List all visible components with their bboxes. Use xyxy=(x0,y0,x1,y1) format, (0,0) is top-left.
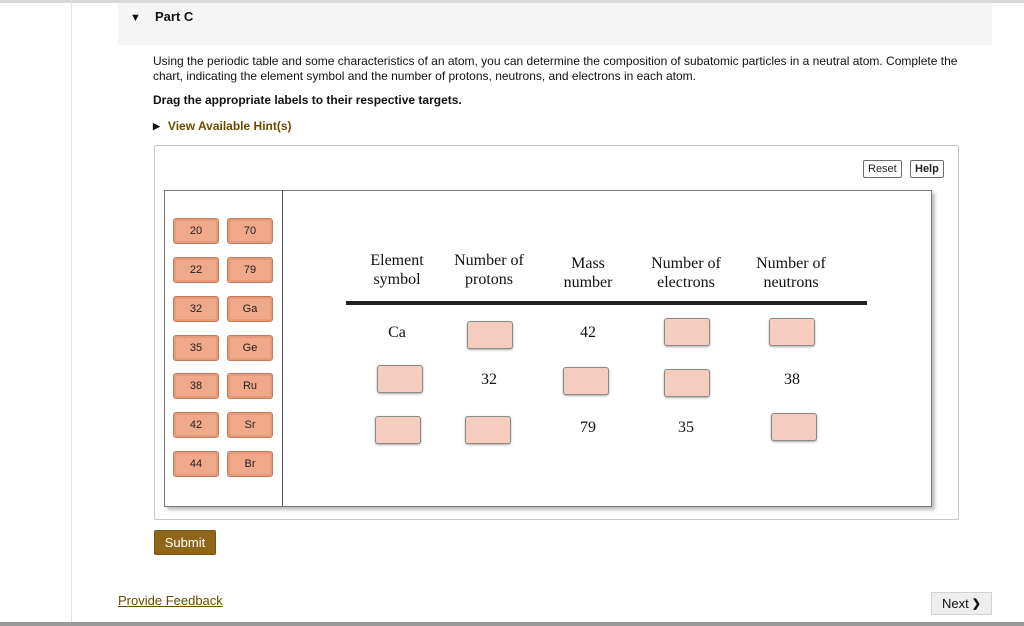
header-line: Number of xyxy=(651,255,721,272)
row2-electrons-target[interactable] xyxy=(664,369,710,397)
part-title: Part C xyxy=(155,9,194,24)
row2-protons: 32 xyxy=(481,371,497,388)
row1-element-symbol: Ca xyxy=(388,324,406,341)
label-tile[interactable]: 32 xyxy=(173,296,219,322)
row3-neutrons-target[interactable] xyxy=(771,413,817,441)
drag-drop-area xyxy=(164,190,932,507)
header-line: neutrons xyxy=(763,274,819,291)
part-header[interactable] xyxy=(118,3,992,45)
row1-protons-target[interactable] xyxy=(467,321,513,349)
header-line: electrons xyxy=(657,274,715,291)
label-tile[interactable]: 44 xyxy=(173,451,219,477)
label-tile[interactable]: 70 xyxy=(227,218,273,244)
header-line: Number of xyxy=(756,255,826,272)
reset-button[interactable]: Reset xyxy=(863,160,902,178)
header-line: protons xyxy=(465,271,513,288)
provide-feedback-link[interactable]: Provide Feedback xyxy=(118,593,223,608)
label-tile[interactable]: 38 xyxy=(173,373,219,399)
drag-instruction: Drag the appropriate labels to their respective targets. xyxy=(153,93,462,107)
header-line: Number of xyxy=(454,252,524,269)
bottom-border xyxy=(0,622,1024,626)
row2-element-target[interactable] xyxy=(377,365,423,393)
caret-right-icon: ▶ xyxy=(153,120,160,131)
label-tray-divider xyxy=(282,190,283,507)
header-line: Mass xyxy=(571,255,605,272)
label-tile[interactable]: Br xyxy=(227,451,273,477)
help-button[interactable]: Help xyxy=(910,160,944,178)
label-tile[interactable]: 42 xyxy=(173,412,219,438)
row2-mass-target[interactable] xyxy=(563,367,609,395)
label-tile[interactable]: 22 xyxy=(173,257,219,283)
row3-mass-number: 79 xyxy=(580,419,596,436)
label-tile[interactable]: Ga xyxy=(227,296,273,322)
view-hints-link[interactable]: View Available Hint(s) xyxy=(167,119,292,133)
instructions-text: Using the periodic table and some characteristics of an atom, you can determine the composition of subatomic particles in a neutral atom. Complete the chart, indicating the element symbol and the number of protons, neutrons, and electrons in each atom. xyxy=(153,54,958,83)
label-tile[interactable]: 20 xyxy=(173,218,219,244)
header-line: symbol xyxy=(373,271,421,288)
label-tile[interactable]: Ru xyxy=(227,373,273,399)
header-line: Element xyxy=(370,252,424,269)
header-number-of-neutrons xyxy=(736,254,846,292)
row3-protons-target[interactable] xyxy=(465,416,511,444)
row1-electrons-target[interactable] xyxy=(664,318,710,346)
row2-neutrons: 38 xyxy=(784,371,800,388)
header-rule xyxy=(346,301,867,305)
header-mass-number xyxy=(533,254,643,292)
chevron-right-icon: ❯ xyxy=(971,598,981,610)
next-label: Next xyxy=(942,596,969,611)
next-button[interactable] xyxy=(931,592,992,615)
label-tile[interactable]: 35 xyxy=(173,335,219,361)
label-tile[interactable]: Ge xyxy=(227,335,273,361)
caret-down-icon[interactable]: ▼ xyxy=(130,12,141,24)
label-tile[interactable]: Sr xyxy=(227,412,273,438)
submit-button[interactable]: Submit xyxy=(154,530,216,555)
left-rule xyxy=(71,0,72,626)
label-tile[interactable]: 79 xyxy=(227,257,273,283)
header-number-of-protons xyxy=(434,251,544,289)
row3-element-target[interactable] xyxy=(375,416,421,444)
header-number-of-electrons xyxy=(631,254,741,292)
row3-electrons: 35 xyxy=(678,419,694,436)
row1-neutrons-target[interactable] xyxy=(769,318,815,346)
hint-toggle[interactable] xyxy=(153,119,292,133)
header-line: number xyxy=(563,274,613,291)
row1-mass-number: 42 xyxy=(580,324,596,341)
